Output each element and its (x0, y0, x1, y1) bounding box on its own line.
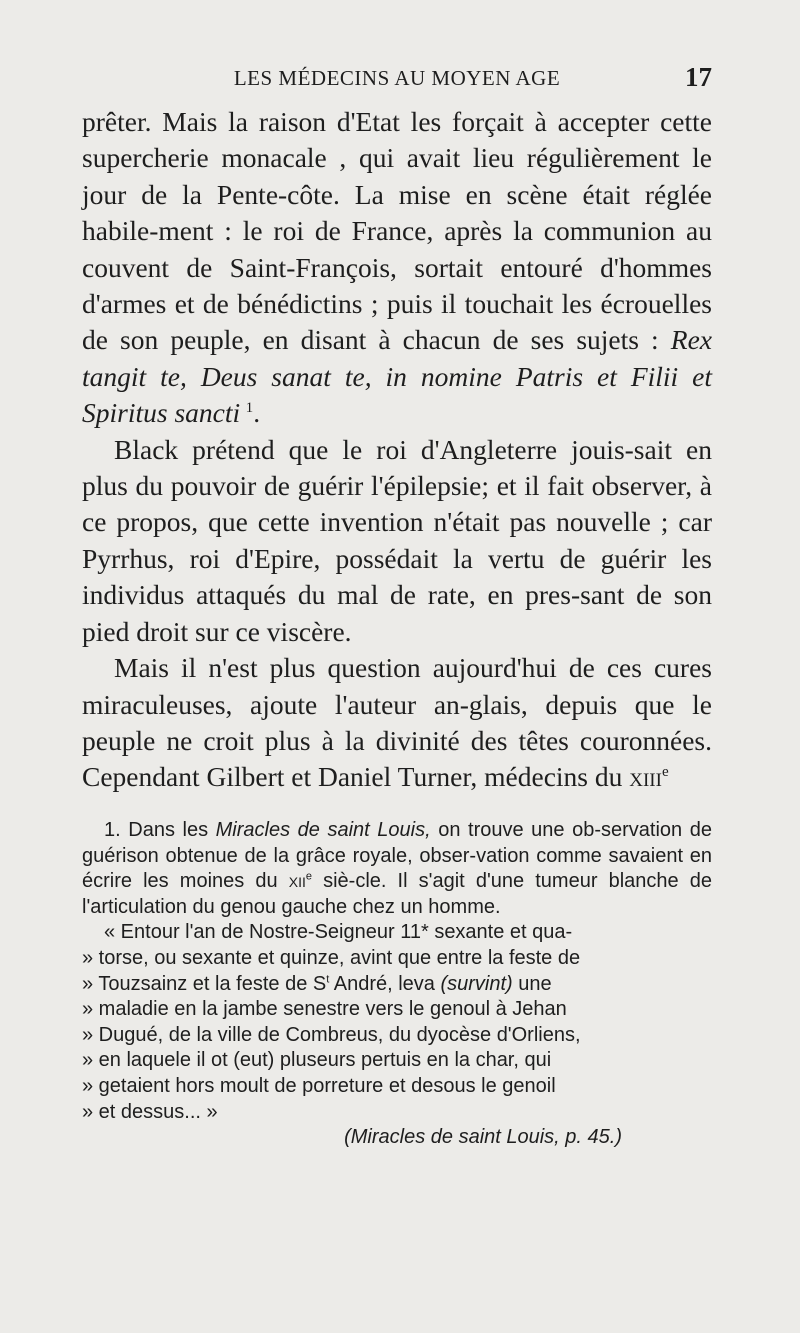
footnote-number: 1. (104, 819, 121, 841)
latin-formula: Rex tangit te, Deus sanat te, in nomine Patris et Filii et Spiritus sancti (82, 324, 712, 429)
footnote-text-a: Dans les (120, 819, 216, 841)
footnote-ref: 1 (245, 400, 254, 417)
quote-line-3 (82, 972, 712, 998)
running-head (82, 62, 712, 94)
quote-line-3-c: une (512, 972, 552, 995)
footnote-century-sup: e (305, 870, 312, 883)
century-sup: e (661, 764, 669, 781)
paragraph-1 (82, 104, 712, 432)
running-title: LES MÉDECINS AU MOYEN AGE (233, 66, 561, 90)
footnotes (82, 818, 712, 1151)
quote-line-2: » torse, ou sexante et quinze, avint que entre la feste de (82, 946, 581, 969)
quote-line-8: » et dessus... » (82, 1100, 218, 1123)
quote-line-3-b: André, leva (329, 972, 441, 995)
paragraph-1-end: . (253, 397, 261, 429)
quote-line-5: » Dugué, de la ville de Combreus, du dyocèse d'Orliens, (82, 1023, 581, 1046)
citation-text: (Miracles de saint Louis, p. 45.) (344, 1126, 622, 1149)
quote-line-1: « Entour l'an de Nostre-Seigneur 11* sexante et qua- (104, 921, 573, 944)
footnote-citation (82, 1125, 712, 1151)
body-text (82, 104, 712, 796)
footnote-text-c: siè-cle. Il s'agit d'une tumeur blanche de l'articulation du genou gauche chez un homme. (82, 870, 713, 918)
footnote-century: xii (288, 870, 306, 893)
paragraph-1-text: prêter. Mais la raison d'Etat les forçait à accepter cette supercherie monacale , qui avait lieu régulièrement le jour de la Pente-côte. La mise en scène était réglée habile-ment : le roi de France, après la communion au couvent de Saint-François, sortait entouré d'hommes d'armes et de bénédictins ; puis il touchait les écrouelles de son peuple, en disant à chacun de ses sujets : (82, 106, 712, 356)
quote-line-3-sup: t (326, 972, 330, 985)
quote-line-3-gloss: (survint) (440, 972, 513, 995)
century-numeral: xiii (629, 761, 662, 793)
quote-line-7: » getaient hors moult de porreture et desous le genoil (82, 1074, 556, 1097)
quote-line-4: » maladie en la jambe senestre vers le genoul à Jehan (82, 998, 567, 1021)
quote-line-6: » en laquele il ot (eut) pluseurs pertuis en la char, qui (82, 1049, 552, 1072)
paragraph-3 (82, 650, 712, 796)
paragraph-3-text: Mais il n'est plus question aujourd'hui de ces cures miraculeuses, ajoute l'auteur an-glais, depuis que le peuple ne croit plus à la divinité des têtes couronnées. Cependant Gilbert et Daniel Turner, médecins du (82, 652, 712, 793)
footnote-text-b: on trouve une ob-servation de guérison obtenue de la grâce royale, obser-vation comme savaient en écrire les moines du (82, 819, 712, 893)
paragraph-2: Black prétend que le roi d'Angleterre jouis-sait en plus du pouvoir de guérir l'épilepsie; et il fait observer, à ce propos, que cette invention n'était pas nouvelle ; car Pyrrhus, roi d'Epire, possédait la vertu de guérir les individus attaqués du mal de rate, en pres-sant de son pied droit sur ce viscère. (82, 433, 712, 647)
quote-line-3-a: » Touzsainz et la feste de S (82, 972, 327, 995)
footnote-title: Miracles de saint Louis, (215, 819, 431, 841)
page-number: 17 (685, 62, 712, 92)
footnote-1 (82, 818, 712, 920)
